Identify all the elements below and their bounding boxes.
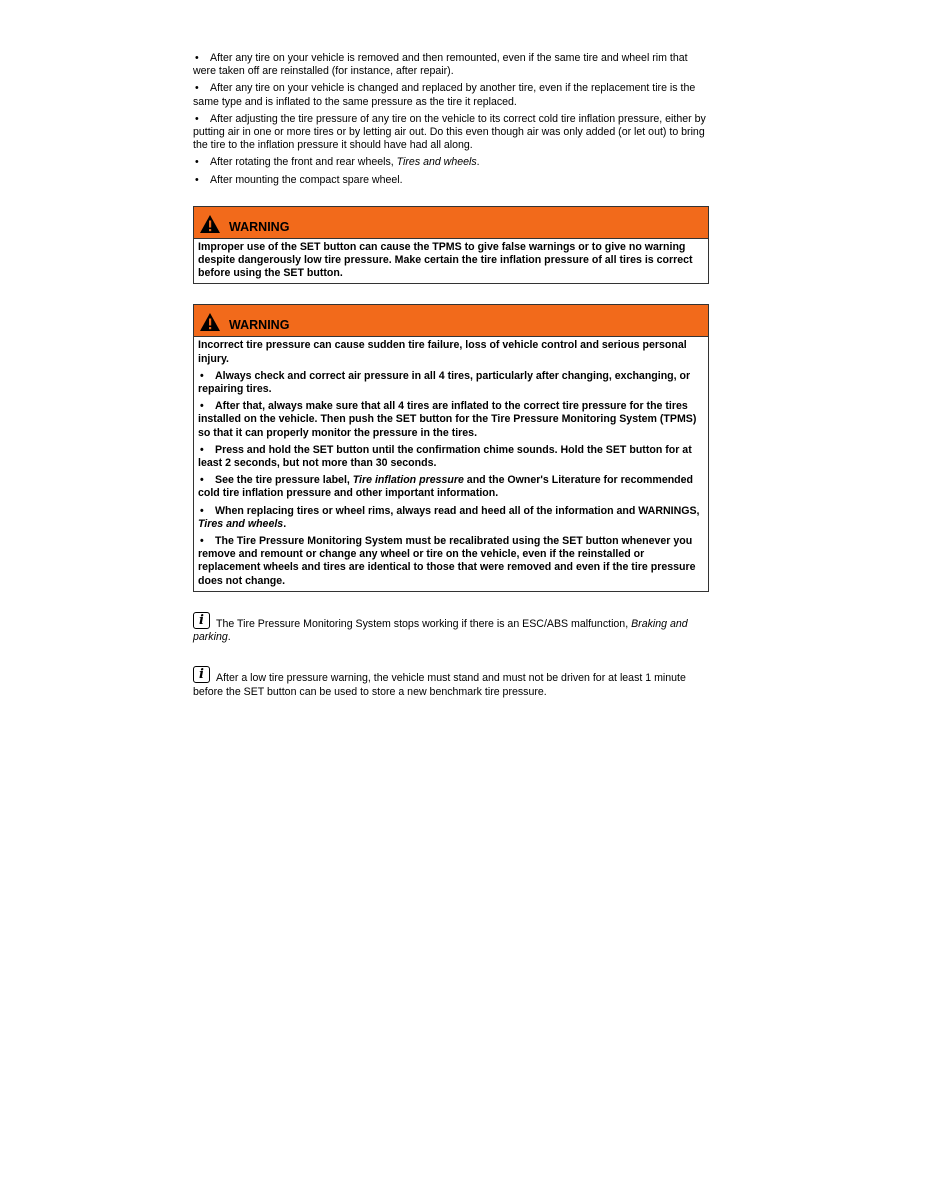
page-content xyxy=(193,52,709,699)
bullet-icon xyxy=(193,174,210,187)
warning-triangle-icon xyxy=(199,214,221,234)
info-icon xyxy=(193,612,210,629)
list-item: •Press and hold the SET button until the confirmation chime sounds. Hold the SET button for at least 2 seconds, but not more than 30 seconds. xyxy=(198,444,704,470)
warning-box xyxy=(193,206,709,285)
list-item: •When replacing tires or wheel rims, always read and heed all of the information and WARNINGS, Tires and wheels. xyxy=(198,505,704,531)
bullet-icon xyxy=(198,444,215,457)
warning-header xyxy=(194,207,708,238)
warning-header xyxy=(194,305,708,336)
list-item: •After any tire on your vehicle is changed and replaced by another tire, even if the replacement tire is the same type and is inflated to the same pressure as the tire it replaced. xyxy=(193,82,709,108)
cross-reference-link[interactable]: Tire inflation pressure xyxy=(352,474,464,487)
bullet-icon xyxy=(193,156,210,169)
bullet-icon xyxy=(198,370,215,383)
bullet-icon xyxy=(198,505,215,518)
info-icon xyxy=(193,666,210,683)
list-item: •After rotating the front and rear wheels, Tires and wheels. xyxy=(193,156,709,169)
bullet-icon xyxy=(198,400,215,413)
cross-reference-link[interactable]: Tires and wheels xyxy=(396,156,477,169)
bullet-icon xyxy=(198,474,215,487)
bullet-icon xyxy=(193,52,210,65)
list-item: •After mounting the compact spare wheel. xyxy=(193,174,709,187)
warning-intro: Incorrect tire pressure can cause sudden tire failure, loss of vehicle control and serious personal injury. xyxy=(198,339,687,365)
info-note: iThe Tire Pressure Monitoring System stops working if there is an ESC/ABS malfunction, Braking and parking. xyxy=(193,612,709,644)
info-note: iAfter a low tire pressure warning, the vehicle must stand and must not be driven for at least 1 minute before the SET button can be used to store a new benchmark tire pressure. xyxy=(193,666,709,698)
list-item: •Always check and correct air pressure in all 4 tires, particularly after changing, exchanging, or repairing tires. xyxy=(198,370,704,396)
list-item: •After adjusting the tire pressure of any tire on the vehicle to its correct cold tire inflation pressure, either by putting air in one or more tires or by letting air out. Do this even though air was only added (or let out) to bring the tire to the inflation pressure it should have had all along. xyxy=(193,113,709,153)
bullet-icon xyxy=(193,113,210,126)
warning-body xyxy=(194,336,708,590)
cross-reference-link[interactable]: Braking and parking xyxy=(193,617,688,644)
cross-reference-link[interactable]: Tires and wheels xyxy=(198,517,284,530)
bullet-icon xyxy=(193,82,210,95)
warning-body xyxy=(194,238,708,284)
warning-box xyxy=(193,304,709,591)
warning-triangle-icon xyxy=(199,312,221,332)
bullet-list xyxy=(193,52,709,187)
warning-title: WARNING xyxy=(229,318,290,333)
list-item: •After any tire on your vehicle is removed and then remounted, even if the same tire and wheel rim that were taken off are reinstalled (for instance, after repair). xyxy=(193,52,709,78)
warning-text: Improper use of the SET button can cause the TPMS to give false warnings or to give no warning despite dangerously low tire pressure. Make certain the tire inflation pressure of all tires is correct before using the SET button. xyxy=(198,240,693,280)
list-item: •The Tire Pressure Monitoring System must be recalibrated using the SET button whenever you remove and remount or change any wheel or tire on the vehicle, even if the reinstalled or replacement wheels and tires are identical to those that were removed and even if the tire pressure does not change. xyxy=(198,535,704,588)
list-item: •After that, always make sure that all 4 tires are inflated to the correct tire pressure for the tires installed on the vehicle. Then push the SET button for the Tire Pressure Monitoring System (TPMS) so that it can properly monitor the pressure in the tires. xyxy=(198,400,704,440)
warning-title: WARNING xyxy=(229,219,290,234)
bullet-icon xyxy=(198,535,215,548)
list-item: •See the tire pressure label, Tire inflation pressure and the Owner's Literature for recommended cold tire inflation pressure and other important information. xyxy=(198,474,704,500)
